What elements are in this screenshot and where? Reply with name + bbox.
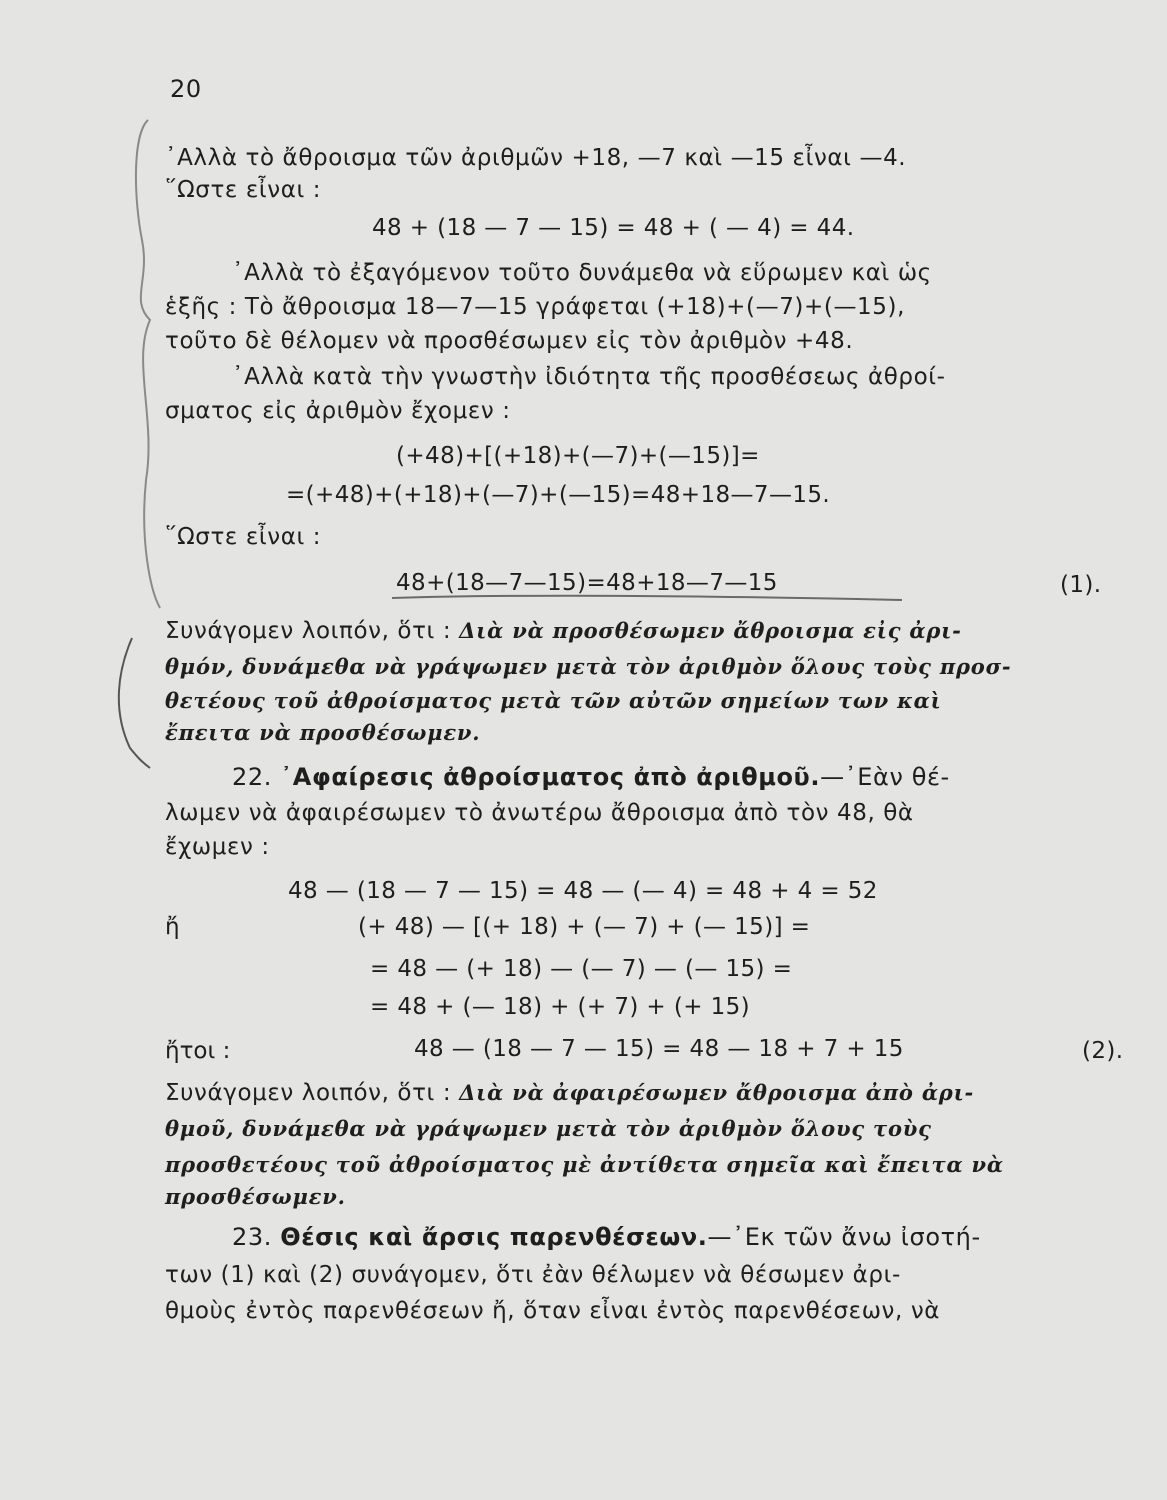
- section-title: ᾿Αφαίρεσις ἀθροίσματος ἀπὸ ἀριθμοῦ.: [280, 763, 821, 791]
- equation: =(+48)+(+18)+(—7)+(—15)=48+18—7—15.: [286, 482, 831, 508]
- rule-text: Διὰ νὰ ἀφαιρέσωμεν ἄθροισμα ἀπὸ ἀρι-: [459, 1080, 975, 1105]
- pencil-brace: [136, 120, 160, 608]
- equation: 48 — (18 — 7 — 15) = 48 — (— 4) = 48 + 4 = 52: [288, 878, 878, 904]
- page-number: 20: [170, 75, 202, 103]
- rule-text: θετέους τοῦ ἀθροίσματος μετὰ τῶν αὐτῶν σημείων των καὶ: [165, 688, 942, 713]
- equation-1-tag: (1).: [1060, 572, 1102, 598]
- text-line: [165, 616, 962, 646]
- equation: = 48 — (+ 18) — (— 7) — (— 15) =: [370, 956, 793, 982]
- text-line: ᾿Αλλὰ τὸ ἄθροισμα τῶν ἀριθμῶν +18, —7 καὶ —15 εἶναι —4.: [165, 145, 907, 171]
- text-line: λωμεν νὰ ἀφαιρέσωμεν τὸ ἀνωτέρω ἄθροισμα ἀπὸ τὸν 48, θὰ: [165, 800, 914, 826]
- text-run: Συνάγομεν λοιπόν, ὅτι :: [165, 618, 460, 644]
- equation: = 48 + (— 18) + (+ 7) + (+ 15): [370, 994, 751, 1020]
- equation-2-tag: (2).: [1082, 1038, 1124, 1064]
- equation: (+48)+[(+18)+(—7)+(—15)]=: [396, 443, 760, 469]
- text-line: ῞Ωστε εἶναι :: [165, 524, 322, 550]
- text-run: —᾿Εκ τῶν ἄνω ἰσοτή-: [707, 1223, 981, 1251]
- section-number: 23.: [232, 1223, 281, 1251]
- text-run: Συνάγομεν λοιπόν, ὅτι :: [165, 1080, 460, 1106]
- section-23-heading: [232, 1222, 981, 1252]
- rule-text: προσθέσωμεν.: [165, 1184, 346, 1209]
- text-line: ἑξῆς : Τὸ ἄθροισμα 18—7—15 γράφεται (+18)+(—7)+(—15),: [165, 294, 905, 320]
- rule-text: προσθετέους τοῦ ἀθροίσματος μὲ ἀντίθετα σημεῖα καὶ ἔπειτα νὰ: [165, 1152, 1004, 1177]
- equation-label: ἤτοι :: [165, 1038, 231, 1064]
- section-title: Θέσις καὶ ἄρσις παρενθέσεων.: [280, 1223, 708, 1251]
- text-line: τοῦτο δὲ θέλομεν νὰ προσθέσωμεν εἰς τὸν ἀριθμὸν +48.: [165, 328, 854, 354]
- section-number: 22.: [232, 763, 281, 791]
- equation-1: 48+(18—7—15)=48+18—7—15: [396, 570, 778, 596]
- text-line: [165, 1078, 974, 1108]
- text-line: ᾿Αλλὰ τὸ ἐξαγόμενον τοῦτο δυνάμεθα νὰ εὕρωμεν καὶ ὡς: [232, 260, 932, 286]
- text-line: σματος εἰς ἀριθμὸν ἔχομεν :: [165, 398, 511, 424]
- text-line: ῞Ωστε εἶναι :: [165, 177, 322, 203]
- rule-text: ἔπειτα νὰ προσθέσωμεν.: [165, 720, 481, 745]
- equation-label: ἤ: [165, 914, 180, 940]
- rule-text: θμόν, δυνάμεθα νὰ γράψωμεν μετὰ τὸν ἀριθμὸν ὅλους τοὺς προσ-: [165, 654, 1012, 679]
- text-run: —᾿Εὰν θέ-: [820, 763, 950, 791]
- section-22-heading: [232, 762, 950, 792]
- equation: (+ 48) — [(+ 18) + (— 7) + (— 15)] =: [358, 914, 811, 940]
- equation-2: 48 — (18 — 7 — 15) = 48 — 18 + 7 + 15: [414, 1036, 904, 1062]
- pencil-bracket: [119, 638, 150, 768]
- text-line: ἔχωμεν :: [165, 834, 270, 860]
- rule-text: Διὰ νὰ προσθέσωμεν ἄθροισμα εἰς ἀρι-: [459, 618, 962, 643]
- text-line: των (1) καὶ (2) συνάγομεν, ὅτι ἐὰν θέλωμεν νὰ θέσωμεν ἀρι-: [165, 1262, 901, 1288]
- equation: 48 + (18 — 7 — 15) = 48 + ( — 4) = 44.: [372, 215, 855, 241]
- rule-text: θμοῦ, δυνάμεθα νὰ γράψωμεν μετὰ τὸν ἀριθμὸν ὅλους τοὺς: [165, 1116, 932, 1141]
- text-line: θμοὺς ἐντὸς παρενθέσεων ἤ, ὅταν εἶναι ἐντὸς παρενθέσεων, νὰ: [165, 1298, 941, 1324]
- text-line: ᾿Αλλὰ κατὰ τὴν γνωστὴν ἰδιότητα τῆς προσθέσεως ἀθροί-: [232, 364, 946, 390]
